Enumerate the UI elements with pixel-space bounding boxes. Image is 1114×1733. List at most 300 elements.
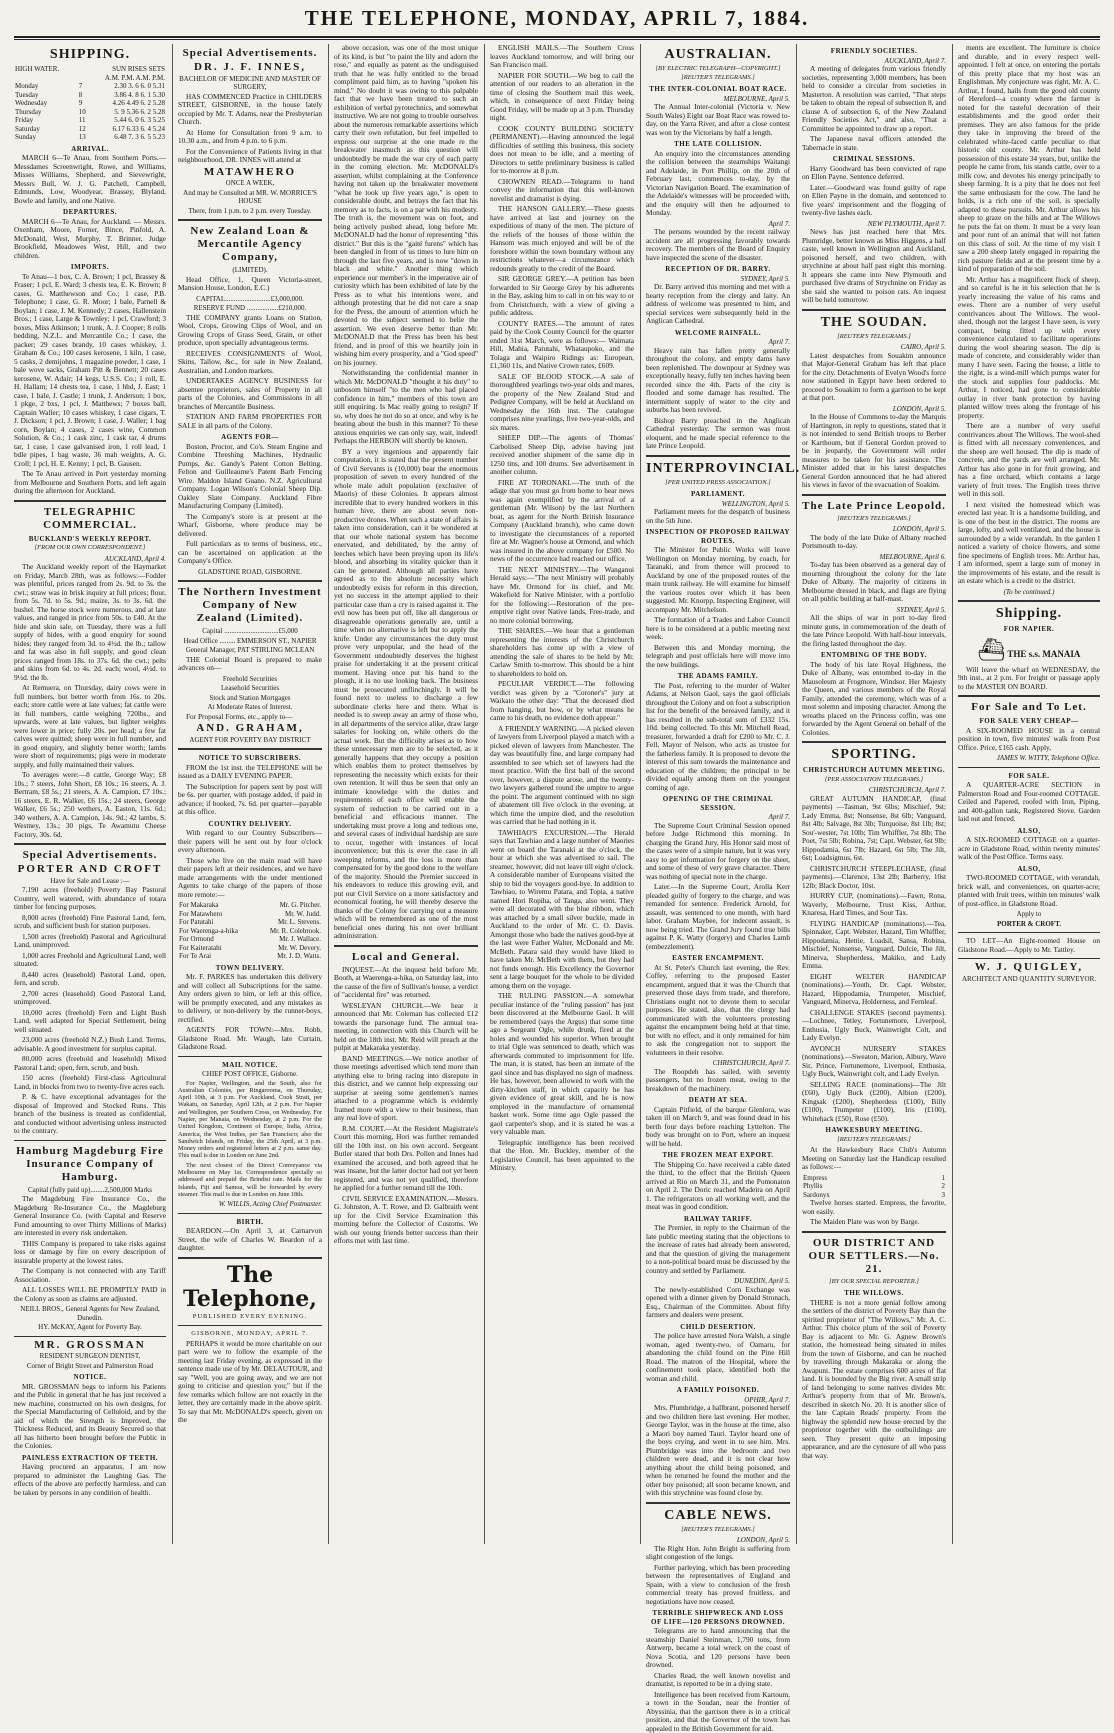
nzloan-sub: (LIMITED).: [178, 266, 322, 275]
parliament-heading: PARLIAMENT.: [646, 490, 790, 499]
child-text: The police have arrested Nora Walsh, a single woman, aged twenty-two, of Oamaru, for abandoning the child found on the Pine Hill Road. The matron of the Hospital, where the confinement took place, identified both the woman and child.: [646, 1332, 790, 1383]
paper-title: The Telephone,: [178, 1263, 322, 1311]
shipping-heading: Shipping.: [958, 606, 1100, 622]
soudan-source: [REUTER'S TELEGRAMS.]: [802, 333, 946, 342]
column-rule: [952, 44, 953, 1544]
horse-name: Sardonyx: [802, 1191, 923, 1200]
australian-source: [BY ELECTRIC TELEGRAPH—COPYRIGHT.] [REUTER'S TELEGRAMS.]: [646, 65, 790, 82]
chch-text: SELLING RACE (nominations)—The Jilt (£60), Ugly Buck (£200), Albion (£200), Kingsak (£200), Shepherdess (£100), Billy (£100), Trumpeter (£100), Iris (£100), Whitehack (£50), Rose (£50).: [802, 1081, 946, 1124]
railway-text: The formation of a Trades and Labor Council here is to be considered at a public meeting next week.: [646, 616, 790, 642]
tide-row: [14, 99, 166, 108]
parliament-dateline: WELLINGTON, April 5.: [646, 500, 790, 509]
agent-name: Mr. W. Judd.: [255, 910, 322, 919]
porter-note: P. & C. have exceptional advantages for the disposal of Improved and Stocked Runs. This branch of the business is treated as confidential, and conducted without advertising unless instructed to the contrary.: [14, 1093, 166, 1136]
notice-heading: NOTICE.: [14, 1373, 166, 1382]
criminal-sessions-heading: CRIMINAL SESSIONS.: [802, 155, 946, 164]
poisoned-text: Mrs. Plumbridge, a hallbrant, poisoned herself and two children here last evening. Her mother, George Taylor, was in the house at the time, also a Maori boy named Tauri. Taylor heard one of the boys crying, and went in to see him. Mrs. Plumbridge was into the bedroom and two children were dead, and it is not clear how anything about the child being poisoned, and when he returned he found the mother and the other boy poisoned; all soon became known, and with this strychnine was found close by.: [646, 1404, 790, 1498]
quigley-title: W. J. QUIGLEY,: [958, 963, 1100, 972]
hawkes-heading: HAWKESBURY MEETING.: [802, 1126, 946, 1135]
quigley-subtitle: ARCHITECT AND QUANTITY SURVEYOR.: [958, 975, 1100, 984]
northern-office: Head Office ......... EMMERSON ST., NAPIER: [178, 637, 322, 646]
manaia-name: THE s.s. MANAIA: [1007, 649, 1080, 659]
tide-times: [90, 91, 166, 100]
tide-row: [14, 125, 166, 134]
local-item: R.M. COURT.—At the Resident Magistrate's Court this morning, Hori was further remanded till the 10th inst. on his own accord. Sergeant Butler stated that both Drs. Pollen and Innes had examined the accused, and both agreed that he was insane, but the latter doctor had not yet been registered, and was not yet qualified, therefore he applied for a further remand till the 10th.: [334, 1125, 478, 1193]
northern-text: THE Colonial Board is prepared to make advances on—: [178, 656, 322, 673]
criminal-sessions-text: Later.—Goodward was found guilty of rape on Ellen Payne in the domain, and sentenced to five years' imprisonment and the flogging of twenty-five lashes each.: [802, 184, 946, 218]
friendly-text: A meeting of delegates from various friendly societies, representing 3,000 members, has been held to consider a circular from societies in Masterton. A resolution was carried, "That steps be taken to obtain the repeal of subsection 8, and clause A of subsection 6, of the New Zealand Friendly Societies Act," and also, "That a Committee be appointed to draw up a report.: [802, 65, 946, 133]
agent-row: [178, 910, 322, 919]
tide-date: 7: [78, 82, 90, 91]
railway-text: The Minister for Public Works will leave Wellington on Monday morning, by coach, for Taranaki, and from thence will proceed to Auckland by one of the proposed routes of the main trunk railway. He will examine for himself the various routes over which it has been suggested. Mr. Knorpp, Inspecting Engineer, will accompany Mr. Mitchelson.: [646, 546, 790, 614]
barry-dateline: SYDNEY, April 5.: [646, 275, 790, 284]
hawkes-text: The Maiden Plate was won by Barge.: [802, 1218, 946, 1227]
nzloan-text: STATION AND FARM PROPERTIES FOR SALE in all parts of the Colony.: [178, 413, 322, 430]
tide-header: A.M. P.M. A.M. P.M.: [78, 74, 166, 83]
soudan-dateline: LONDON, April 5.: [802, 405, 946, 414]
imports-note: The Te Anau arrived in Port yesterday morning from Melbourne and Southern Ports, and left again during the afternoon for Auckland.: [14, 470, 166, 496]
local-item: INQUEST.—At the inquest held before Mr. Booth, at Waerenga-a-hika, on Saturday last, into the cause of the fire of Sullivan's house, a verdict of "accidental fire" was returned.: [334, 966, 478, 1000]
column-1: [14, 44, 166, 1544]
frozen-heading: THE FROZEN MEAT EXPORT.: [646, 1151, 790, 1160]
chch-text: CHRISTCHURCH STEEPLECHASE, (final payments).—Clarence, 13st 2lb; Barberry, 10st 12lb; Black Doctor, 10st.: [802, 865, 946, 891]
tide-day: Friday: [14, 116, 78, 125]
tide-day: Saturday: [14, 125, 78, 134]
imports-heading: IMPORTS.: [14, 263, 166, 272]
hamburg-signature: HY. McKAY, Agent for Poverty Bay.: [14, 1323, 166, 1332]
agent-row: [178, 927, 322, 936]
rainfall-heading: WELCOME RAINFALL.: [646, 329, 790, 338]
boat-dateline: MELBOURNE, April 5.: [646, 95, 790, 104]
agent-name: Mr. G. Pitcher.: [255, 901, 322, 910]
tide-date: 13: [78, 133, 90, 142]
page-masthead: THE TELEPHONE, MONDAY, APRIL 7, 1884.: [0, 6, 1114, 31]
hamburg-text: THIS Company is prepared to take risks against loss or damage by fire on every description of insurable property at the lowest rates.: [14, 1240, 166, 1266]
country-text: With regard to our Country Subscribers—their papers will be sent out by four o'clock every afternoon.: [178, 829, 322, 855]
leopold-dateline: MELBOURNE, April 6.: [802, 553, 946, 562]
willows-text: THERE is not a more genial follow among the settlers of the district of Poverty Bay than the spirited proprietor of "The Willows," Mr. A. C. Arthur. This choice plum of the soil of Poverty Bay is adjacent to Mr. G. Agnew Brown's station, the homestead being situated in miles from the town of Gisborne, and can be reached by travelling through Makaraka or along the Awapuni. The estate comprises 600 acres of flat land. It is bounded by the Big river. A small strip of land belonging to some natives divides Mr. Arthur's property from that of Mr. Brown's, described in sketch No. 20. It is another slice of the late Captain Reads' property. From the highway the splendid new house erected by the proprietor together with the outbuildings are seen. They present quite an imposing appearance, and are the cynosure of all who pass that way.: [802, 1299, 946, 1461]
easter-heading: EASTER ENCAMPMENT.: [646, 954, 790, 963]
hawkes-result-row: [802, 1182, 946, 1191]
matawhero-title: MATAWHERO: [178, 168, 322, 177]
adams-text: The Post, referring to the murder of Walter Adams, at Nelson Gaol, says the gaol officials throughout the Colony and on foot a subscription list for the benefit of the bereaved family, and it has resulted in the sub-total sum of £332 15s. 10d. being collected. To this Mr. Mitchell Read, treasurer, forwarded a draft for £200 to Mr. C. J. Fell, Mayor of Nelson, who acts as trustee for the fatherless family. It is proposed to devote the interest of this sum towards the maintenance and education of the children; the principal to be divided equally among them on the youngest coming of age.: [646, 682, 790, 793]
shipwreck-heading: TERRIBLE SHIPWRECK AND LOSS OF LIFE—120 PERSONS DROWNED.: [646, 1609, 790, 1626]
porter-land-item: 8,000 acres (freehold) Fine Pastoral Land, fern, scrub, and sufficient bush for station purposes.: [14, 914, 166, 931]
soudan-text: Latest despatches from Souakim announce that Major-General Graham has left that place for the city. Detachments of Evelyn Wood's force now stationed in Egypt have been ordered to proceed to Souakim to form a garrison to be kept at that port.: [802, 352, 946, 403]
easter-text: At St. Peter's Church last evening, the Rev. Coffey, referring to the proposed Easter encampment, argued that it was the Church that preserved those days from trade, and therefore, Christians ought not to devote them to secular purposes. He stated, also, that the clergy had communicated with the volunteers protesting against the encampment being held at that time, but with no effect, and it only remained for him to ask the congregation not to support the volunteers in their resolve.: [646, 964, 790, 1058]
porter-land-item: 1,000 acres Freehold and Agricultural Land, well situated.: [14, 952, 166, 969]
nzloan-reserve: RESERVE FUND ..................£210,000.: [178, 304, 322, 313]
child-heading: CHILD DESERTION.: [646, 1323, 790, 1332]
frozen-text: The Shipping Co. have received a cable dated the third, to the effect that the British Queen arrived at Rio on March 31, and the Pomonaton on April 2. The Doric reached Madeira on April 1. The refrigerators on all working well, and the meat was in good condition.: [646, 1161, 790, 1212]
agent-place: For Waerenga-a-hika: [178, 927, 255, 936]
napier-heading: FOR NAPIER.: [958, 625, 1100, 634]
painless-heading: PAINLESS EXTRACTION OF TEETH.: [14, 1454, 166, 1463]
tide-date: 12: [78, 125, 90, 134]
forsale-subheading: ALSO,: [958, 827, 1100, 836]
leopold-source: [REUTER'S TELEGRAMS.]: [802, 515, 946, 524]
column-6: [802, 44, 946, 1544]
local-item: SALE OF BLOOD STOCK.—A sale of thoroughbred yearlings two-year olds and mares, the property of the New Zealand Stud and Pedigree Company, will be held at Auckland on Wednesday the 16th inst. The catalogue comprises nine yearlings, five two-year-olds, and six mares.: [490, 373, 634, 433]
buckland-text: At Remuera, on Thursday, dairy cows were in full numbers, but better worth from 16s. to 20s. each; store cattle were at late values; fat cattle were in full numbers, cattle weighing 720lbs., and upwards, were at late values, but lighter weights were lower in price; fully 20s. per head; a few fat calves were quitted; sheep were in full number, and in good enquiry, and slightly better worth; lambs were short of requirements; pigs were in moderate supply, and fully maintained their values.: [14, 684, 166, 769]
tariff-heading: RAILWAY TARIFF.: [646, 1215, 790, 1224]
cable-heading: CABLE NEWS.: [646, 1508, 790, 1524]
tide-sun: 6. 1 5.30: [141, 91, 166, 99]
horse-place: 1: [923, 1174, 946, 1183]
agent-place: For Patutahi: [178, 918, 255, 927]
porter-land-item: 150 acres (freehold) First-class Agricultural Land, in blocks from two to twenty-five acres each.: [14, 1074, 166, 1091]
mail-sub: CHIEF POST OFFICE, Gisborne.: [178, 1070, 322, 1079]
local-item: THE HANSON GALLERY.—These guests have arrived at last and journey on the expeditious of many of the men. The picture of the reliefs of the houses of those within the Hansom was much enjoyed and will be of the foreshore within the town boundary without any restrictions whatever—a circumstance which redounds greatly to the credit of the Board.: [490, 205, 634, 273]
nzloan-office: Head Office, 1, Queen Victoria-street, Mansion House, London, E.C.): [178, 276, 322, 293]
northern-list: [178, 675, 322, 712]
mail-heading: MAIL NOTICE.: [178, 1061, 322, 1070]
buckland-text: The Auckland weekly report of the Haymarket on Friday, March 28th, was as follows:—Fodder was plentiful, prices ranged from 2s. 9d. to 3s. the cwt.; straw was in brisk inquiry at full prices; flour, from 5s. 7d. to 5s. 9d.; maize, 3s. to 3s. 6d. the bushel. The horse stock were numerous, and at late values, and ranged in price from 50s. to £40. At the hide and skin sale, on Tuesday, there was a full supply of hides, with a good enquiry for sound hides; they ranged from 3d. to 4½d. the lb.; tallow and fat was also in full supply, and good clean prices ranged from 18s. to 37s. 6d. the cwt.; pelts and skins from 6d. to 4s. 2d. each; wool, 4½d. to 9½d. the lb.: [14, 563, 166, 682]
tide-day: Thursday: [14, 108, 78, 117]
birth-heading: BIRTH.: [178, 1218, 322, 1227]
nzloan-text: The Company's store is at present at the Wharf, Gisborne, where produce may be delivered.: [178, 513, 322, 539]
adams-heading: THE ADAMS FAMILY.: [646, 672, 790, 681]
porter-land-item: 8,440 acres (leasehold) Pastoral Land, open, fern, and scrub.: [14, 971, 166, 988]
morrice-house: And may be Consulted at MR. W. MORRICE'S HOUSE: [178, 189, 322, 206]
tide-date: 10: [78, 108, 90, 117]
agent-name: Mr. R. Colebrook.: [255, 927, 322, 936]
innes-subtitle: BACHELOR OF MEDICINE AND MASTER OF SURGERY,: [178, 75, 322, 92]
northern-item: Stock and Station Mortgages: [178, 694, 322, 703]
willows-text: There are a number of very useful contrivances about The Willows. The wool-shed is fitted with all necessary conveniences, and the sheep are well housed. The dip is made of concrete, and the yards are well arranged. Mr. Arthur has also gone in for fruit growing, and has a fine orchard, which contains a large variety of fruit trees. The English trees thrive well in this soil.: [958, 422, 1100, 499]
agent-place: For Te Arai: [178, 952, 255, 961]
hamburg-text: ALL LOSSES WILL BE PROMPTLY PAID in the Colony as soon as claims are adjusted.: [14, 1286, 166, 1303]
nzloan-heading: New Zealand Loan & Mercantile Agency Company,: [178, 225, 322, 264]
leopold-text: All the ships of war in port to-day fired minute guns, in commemoration of the death of the late Prince Leopold. With half-hour intervals, the firing lasted throughout the day.: [802, 614, 946, 648]
willows-text: I next visited the homestead which was erected last year. It is a handsome building, and is one of the best in the district. The rooms are large, lofty, and well ventilated, and the house is surrounded by a wide verandah. In the garden I noticed a variety of choice flowers, and some fine specimens of English trees. Mr. Arthur has, I am informed, spent a large sum of money in the improvements of his estate, and the result is an estate which is a credit to the district.: [958, 501, 1100, 586]
northern-item: At Moderate Rates of Interest.: [178, 703, 322, 712]
mail-text: For Napier, Wellington, and the South, also for Australian Colonies, per Ringarooma, on Thursday, April 10th, at 3 p.m. For Auckland, Cook Strait, per Wakatu, on Saturday, April 12th, at 2 p.m. For Napier and Wellington, per Southern Cross, on Wednesday. For Napier, per Manaia, on Wednesday, at 2 p.m. For the United Kingdom, Continent of Europe, India, Africa, America, the West Indies, per San Francisco; also the Sandwich Islands, on Friday, the 25th April, at 3 p.m. Money orders and registered letters at 2 p.m. same day. This mail is due in London on June 2nd.: [178, 1080, 322, 1160]
leopold-dateline: LONDON, April 5.: [802, 525, 946, 534]
porter-land-item: 80,000 acres (freehold and leasehold) Mixed Pastoral Land; open, fern, scrub, and bush.: [14, 1055, 166, 1072]
chch-text: EIGHT WELTER HANDICAP (nominations).—Youth, Dr. Capt. Webster, Hazard, Hippodamia, Trumpeter, Mischief, Vanguard, Minerva, Holderness, and Fernleaf.: [802, 973, 946, 1007]
hawkes-results: [802, 1174, 946, 1200]
forsale-heading: For Sale and To Let.: [958, 701, 1100, 714]
agent-row: [178, 952, 322, 961]
tide-day: Wednesday: [14, 99, 78, 108]
hamburg-capital: Capital (fully paid up)........2,500,000 Marks: [14, 1186, 166, 1195]
tide-sun: 6. 4 5.24: [141, 125, 166, 133]
rainfall-text: Heavy rain has fallen pretty generally throughout the colony, and empty dams have been replenished. The downpour at Sydney was exceptionally heavy, fully ten inches having been recorded since the 4th. Parts of the city is flooded and some damage has resulted. The intermittent supply of water to the city and suburbs has been revived.: [646, 347, 790, 415]
porter-intro: Have for Sale and Lease :—: [14, 877, 166, 886]
tide-row: [14, 133, 166, 142]
nzloan-capital: CAPITAL..........................£3,000,000.: [178, 295, 322, 304]
tide-times: [90, 108, 166, 117]
tide-sun: 6. 5 5.23: [141, 133, 166, 141]
interprovincial-heading: INTERPROVINCIAL.: [646, 461, 790, 477]
mail-signature: W. WILLIS, Acting Chief Postmaster.: [178, 1200, 322, 1209]
forsale-text: TWO-ROOMED COTTAGE, with verandah, brick wall, and conveniences, on quarter-acre; planted with fruit trees, within ten minutes' walk of post-office, in Gladstone Road.: [958, 874, 1100, 908]
agent-name: Mr. J. D. Watts.: [255, 952, 322, 961]
local-item: CHOWNEN READ.—Telegrams to hand convey the information that this well-known novelist and dramatist is dying.: [490, 178, 634, 204]
local-item: NAPIER FOR SOUTH.—We beg to call the attention of our readers to an alteration in the time of closing the Southern mail this week, which, in consequence of next Friday being Good Friday, will be made up at 3 p.m. Thursday night.: [490, 72, 634, 123]
tide-sun: 6. 3 5.25: [141, 116, 166, 124]
tide-times: [90, 116, 166, 125]
chch-heading: CHRISTCHURCH AUTUMN MEETING.: [802, 766, 946, 775]
parliament-text: Parliament meets for the despatch of business on the 5th June.: [646, 508, 790, 525]
tide-times: [90, 125, 166, 134]
cable-source: [REUTER'S TELEGRAMS.]: [646, 1526, 790, 1535]
horse-place: 3: [923, 1191, 946, 1200]
subscribers-text: FROM the 1st inst. the TELEPHONE will be issued as a DAILY EVENING PAPER.: [178, 764, 322, 781]
grossman-text: MR. GROSSMAN begs to inform his Patients and the Public in general that he has just received a new machine, constructed on his own designs, for the Special Manufacturing of Celluloid, and by the aid of which the Strength is Improved, the Thickness Reduced, and its Beauty Secured so that all has hitherto been brought before the Public in the Colonies.: [14, 1383, 166, 1451]
innes-hours: At Home for Consultation from 9 a.m. to 10.30 a.m., and from 4 p.m. to 6 p.m.: [178, 129, 322, 146]
agent-place: For Ormond: [178, 935, 255, 944]
arrival-text: MARCH 6—Te Anau, from Southern Ports.—Messdames Screenwright, Rowe, and Williams, Misses Williams, Shepherd, and Sievewright, Messrs Bull, W. J. G. Patchell, Campbell, Edmunds, Low, Woodyear, Brassey, Blyland, Bowle and family, and one Native.: [14, 154, 166, 205]
local-items: [490, 44, 634, 1173]
special-ads-heading: Special Advertisements.: [178, 47, 322, 60]
porter-land-list: [14, 886, 166, 1091]
leopold-text: The body of the late Duke of Albany reached Portsmouth to-day.: [802, 534, 946, 551]
criminal-text: Later.—In the Supreme Court, Arolla Kerr pleaded guilty of forgery to the charge, and was remanded for sentence. Frederick Arnold, for assault, was sentenced to one month, with hard labor. Graham Maybee, for indecent assault, is now being tried. The Grand Jury found true bills against P. K. Watty (forgery) and Charles Lamb (embezzlement).: [646, 883, 790, 951]
chch-source: [PER ASSOCIATION TELEGRAMS.]: [802, 776, 946, 785]
town-text: Mr. F. PARKES has undertaken this delivery and will collect all Subscriptions for the same. Any orders given to him, or left at this office, will be promptly executed, and any mistakes as to delivery, or non-delivery by the runner-boys, rectified.: [178, 973, 322, 1024]
cable-text: The Right Hon. John Bright is suffering from slight congestion of the lungs.: [646, 1545, 790, 1562]
northern-manager: General Manager, PAT STIRLING MCLEAN: [178, 646, 322, 655]
nzloan-text: UNDERTAKES AGENCY BUSINESS for absentee proprietors, sales of Property in all parts of the Colonies, and Commissions in all branches of Mercantile Business.: [178, 377, 322, 411]
graham-subtitle: AGENT FOR POVERTY BAY DISTRICT: [178, 736, 322, 745]
painless-text: Having procured an apparatus, I am now prepared to administer the Laughing Gas. The effects of the above are perfectly harmless, and can be taken by persons in any condition of health.: [14, 1463, 166, 1497]
collision-text: The persons wounded by the recent railway accident are all progressing favorably towards recovery. The members of the Board of Enquiry have inspected the scene of the disaster.: [646, 228, 790, 262]
tide-water: 4.26 4.49: [113, 99, 139, 107]
collision-dateline: April 7.: [646, 220, 790, 229]
tide-water: 5.44 6. 0: [114, 116, 139, 124]
manaia-text: Will leave the wharf on WEDNESDAY, the 9th inst., at 2 p.m. For freight or passage apply to the MASTER ON BOARD.: [958, 666, 1100, 692]
morrice-hours: There, from 1 p.m. to 2 p.m. every Tuesday.: [178, 207, 322, 216]
criminal-heading: OPENING OF THE CRIMINAL SESSION.: [646, 795, 790, 812]
innes-text: For the Convenience of Patients living in that neighbourhood, DR. INNES will attend at: [178, 148, 322, 165]
porter-land-item: 2,700 acres (leasehold) Good Pastoral Land, unimproved.: [14, 990, 166, 1007]
tide-water: 6.17 6.33: [113, 125, 139, 133]
innes-title: DR. J. F. INNES,: [178, 63, 322, 72]
buckland-source: [FROM OUR OWN CORRESPONDENT.]: [14, 544, 166, 553]
gladstone-road: GLADSTONE ROAD, GISBORNE.: [178, 568, 322, 577]
local-item: TAWHIAO'S EXCURSION.—The Herald says that Tawhiao and a large number of Maories went on board the Taranaki at the o'clock, the hour at which she was advertised to sail. The steamer, however, did not leave till eight o'clock. A considerable number of Europeans visited the ship to bid the voyagers good-bye. In addition to Tawhiao, to Wiremu Patara, and Topia, a native named Hori Ropiha, of Tanga, also went. They were all decorated with the blue ribbon, which was attached by a small silver buckle, made in Auckland to the order of Mr. C. O. Davis. Amongst those who bade the natives good-bye at the last were Father Walter, McDonald and Mr. McBeth. Patara said they would have liked to have taken Mr. McBeth with them, but they had not funds enough. His Excellency the Governor sent a large bouquet for the whole to be divided among them on the voyage.: [490, 829, 634, 991]
railway-heading: INSPECTION OF PROPOSED RAILWAY ROUTES.: [646, 528, 790, 545]
masthead-rule: [14, 36, 1100, 40]
nzloan-text: RECEIVES CONSIGNMENTS of Wool, Skins, Tallow, &c., for sale in New Zealand, Australian, and London markets.: [178, 350, 322, 376]
town-agents: AGENTS FOR TOWN:—Mrs. Robb, Gladstone Road. Mr. Waugh, late Curtain, Gladstone Road.: [178, 1026, 322, 1052]
local-item: THE NEXT MINISTRY.—The Wanganui Herald says:—"The next Ministry will probably have Mr. Ormond for its chief, and Mr. Wakefield for Native Minister, with a portfolio for the following:—Restoration of the pre-emptive right over Native lands, Free-trade, and no more colonial borrowing.: [490, 566, 634, 626]
soudan-dateline: CAIRO, April 5.: [802, 343, 946, 352]
chch-dateline: CHRISTCHURCH, April 7.: [802, 786, 946, 795]
criminal-sessions-text: Harry Goodward has been convicted of rape on Ellen Payne. Sentence deferred.: [802, 165, 946, 182]
agent-place: For Matawhero: [178, 910, 255, 919]
friendly-text: The Japanese naval officers attended the Tabernacle in state.: [802, 135, 946, 152]
northern-text: For Proposal Forms, etc., apply to—: [178, 713, 322, 722]
column-rule: [328, 44, 329, 1544]
boat-text: The Annual Inter-colonial (Victoria v. New South Wales) Eight oar Boat Race was rowed to-day, on the Yarra River, and after a close contest was won by the Victorians by half a length.: [646, 103, 790, 137]
column-5: [646, 44, 790, 1544]
tariff-dateline: DUNEDIN, April 5.: [646, 1277, 790, 1286]
tide-times: [90, 99, 166, 108]
continued-note: (To be continued.): [958, 588, 1100, 597]
hamburg-heading: Hamburg Magdeburg Fire Insurance Company of Hamburg.: [14, 1145, 166, 1184]
apply-to: Apply to: [958, 910, 1100, 919]
tariff-text: The Premier, in reply to the Chairman of the late public meeting stating that the objections to the increase of rates had already been answered, and that the question of giving the management to a non-political board must be discussed by the country and settled by Parliament.: [646, 1224, 790, 1275]
local-general-heading: Local and General.: [334, 951, 478, 964]
chch-text: GREAT AUTUMN HANDICAP, (final payments) —Tasman, 9st 6lbs; Mischief, 9st; Lady Emma, 8st; Nonsense, 8st 6lb; Vanguard, 8st 4lb; Salvage, 8st 3lb; Turquoise, 8st 1lb; 8st; Sou'-wester, 7st 10lb; Tim Whiffler, 7st 8lb; The Poet, 7st 5lb; Robina, 7st; Capt. Webster, 6st 9lb; Hippodamia, 6st 7lb; Hazard, 6st 5lb; The Jilt, 6st; Loadsigmus, 6st.: [802, 795, 946, 863]
column-2: [178, 44, 322, 1544]
agents-table: [178, 901, 322, 961]
tide-date: 8: [78, 91, 90, 100]
nzloan-text: Full particulars as to terms of business, etc., can be ascertained on application at the Company's Office.: [178, 540, 322, 566]
horse-name: Empress: [802, 1174, 923, 1183]
tide-water: 2.30 3. 6: [114, 82, 139, 90]
graham-title: AND. GRAHAM,: [178, 724, 322, 733]
tide-date: 11: [78, 116, 90, 125]
column-rule: [640, 44, 641, 1544]
column-7: [958, 44, 1100, 1544]
local-item: A FRIENDLY WARNING.—A picked eleven of lawyers from Liverpool played a match with a picked eleven of lawyers from Manchester. The day was beautifully fine, and large company had assembled to see which set of lawyers had the most practice. With the first ball of the second over, however, a dispute arose, and the twenty-two lawyers gathered round the umpire to argue the point. The argument continued with no sign of abatement till five o'clock in the evening, at which time the umpire died, and the resolution was carried that he had nothing in it.: [490, 725, 634, 827]
chch-text: AVONCH NURSERY STAKES (nominations).—Sweaton, Marion, Albury, Wave Sir, Prince, Fortunemore, Liverpool, Enthusia, Ugly Buck, Wainwright colt, and Lady Evelyn.: [802, 1045, 946, 1079]
tide-times: [90, 133, 166, 142]
friendly-dateline: AUCKLAND, April 7.: [802, 57, 946, 66]
criminal-text: The Supreme Court Criminal Session opened before Judge Richmond this morning. In charging the Grand Jury, His Honor said most of the cases were of a simple nature, but it was very easy to get information for forgery on the sheet, and some of these of very grave character. There was nothing of special note in the charge.: [646, 822, 790, 882]
willows-text: Mr. Arthur has a magnificent flock of sheep, and so careful is he in his selection that he is yearly increasing the value of his rams and ewes. There are a number of very useful contrivances about The Willows. The wool-shed, though not the largest I have seen, is very compact, being fitted up with every convenience calculated to facilitate operations during the wool shearing season. The dip is made of concrete, and considerably wider than many I have seen. Facing the house, a little to the right, is a wind-mill which pumps water for the stock and supplies four paddocks. Mr. Arthur, I noticed, had gone to considerable outlay in river bank protection by having planted willow trees along the frontage of his property.: [958, 276, 1100, 421]
sporting-heading: SPORTING.: [802, 747, 946, 763]
sea-heading: DEATH AT SEA.: [646, 1096, 790, 1105]
reade-text: Charles Read, the well known novelist and dramatist, is reported to be in a dying state.: [646, 1672, 790, 1689]
poisoned-heading: A FAMILY POISONED.: [646, 1386, 790, 1395]
sea-text: Captain Pitfield, of the barque Glenlora, was taken ill on March 9, and was found dead in his berth four days before reaching Lyttelton. The body was brought on to Port, where an inquest will be held.: [646, 1106, 790, 1149]
entomb-text: The body of his late Royal Highness, the Duke of Albany, was entombed to-day in the Mausoleum at Frogmore, Windsor. Her Majesty the Queen, and various members of the Royal Family, attended the ceremony, which was of a most solemn and imposing character. Among the wreaths placed on the Princess coffin, was one forwarded by the Agent General on behalf of the Colonies.: [802, 661, 946, 738]
local-item: WESLEYAN CHURCH.—We hear it announced that Mr. Coleman has collected £12 towards the parsonage fund. The annual tea-meeting, in connection with this Church will be held on the 18th inst. Mr. Reid will preach at the pulpit at Makaraka yesterday.: [334, 1002, 478, 1053]
telegraphic-heading: TELEGRAPHIC COMMERCIAL.: [14, 506, 166, 532]
porter-croft-title: PORTER AND CROFT: [14, 865, 166, 874]
criminal-dateline: April 7.: [646, 813, 790, 822]
hamburg-signature: NEILL BROS., General Agents for New Zealand, Dunedin.: [14, 1305, 166, 1322]
barry-text: Dr. Barry arrived this morning and met with a hearty reception from the clergy and laity. An address of welcome was presented to him, and special services were subsequently held in the Anglican Cathedral.: [646, 283, 790, 326]
agent-place: For Makaraka: [178, 901, 255, 910]
tide-water: 5. 9 5.36: [114, 108, 139, 116]
tide-table: [14, 65, 166, 142]
local-item: ENGLISH MAILS.—The Southern Cross leaves Auckland tomorrow, and will bring our San Francisco mail.: [490, 44, 634, 70]
cable-dateline: LONDON, April 5.: [646, 1536, 790, 1545]
agent-row: [178, 935, 322, 944]
column-3: [334, 44, 478, 1544]
ship-illustration: [958, 638, 1100, 662]
local-item: CIVIL SERVICE EXAMINATION.—Messrs. G. Johnston, A. T. Rowe, and D. Galbraith went up for the Civil Service Examination this morning before the Collector of Customs. We wish our young friends better success than their efforts met with last time.: [334, 1195, 478, 1246]
leopold-heading: The Late Prince Leopold.: [802, 500, 946, 513]
northern-capital: Capital ...............................£5,000: [178, 627, 322, 636]
buckland-dateline: AUCKLAND, April 4.: [14, 555, 166, 564]
birth-text: BEARDON.—On April 3, at Carnarvon Street, the wife of Charles W. Beardon of a daughter.: [178, 1227, 322, 1253]
paper-date: GISBORNE, MONDAY, APRIL 7.: [178, 1330, 322, 1339]
grossman-subtitle: RESIDENT SURGEON DENTIST,: [14, 1352, 166, 1361]
forsale-text: A SIX-ROOMED HOUSE in a central position in town, five minutes' walk from Post Office. Price, £165 cash. Apply,: [958, 727, 1100, 753]
forsale-subheading: FOR SALE VERY CHEAP—: [958, 717, 1100, 726]
tariff-text: The newly-established Corn Exchange was opened with a dinner given by Donald Stronach, Esq., Chairman of the Committee. About fifty farmers and dealers were present.: [646, 1286, 790, 1320]
soudan-text: In the House of Commons to-day the Marquis of Hartington, in reply to questions, stated that it is not intended to send British troops to Berber or Karthoum, but if General Gordon proved to be in jeopardy, the Government will order measures to be taken for his assistance. The Minister added that in his latest despatches General Gordon announced that he had altered his views in favor of the evacuation of Soakim.: [802, 413, 946, 490]
agent-place: For Kaiteratahi: [178, 944, 255, 953]
shipwreck-text: Telegrams are to hand announcing that the steamship Daniel Steinman, 1,790 tons, from Antwerp, became a total wreck on the coast of Nova Scotia, and 120 persons have been drowned.: [646, 1627, 790, 1670]
tide-day: Monday: [14, 82, 78, 91]
country-text: Those who live on the main road will have their papers left at their residences, and we have made arrangements with the under mentioned Agents to take charge of the papers of those more remote:—: [178, 857, 322, 900]
easter-text: The Roopdeh has sailed, with seventy passengers, but no frozen meat, owing to the breakdown of the machinery.: [646, 1068, 790, 1094]
local-item: COOK COUNTY BUILDING SOCIETY (PERMANENT).—Having announced the legal difficulties of settling this business, this society does not mean to be idle, and a meeting of Directors to settle preliminary business is called for to-morrow at 8 p.m.: [490, 125, 634, 176]
tide-day: Tuesday: [14, 91, 78, 100]
witty-signature: JAMES W. WITTY, Telephone Office.: [958, 754, 1100, 763]
tide-row: [14, 116, 166, 125]
poisoned-dateline: OPHIR, April 7.: [646, 1396, 790, 1405]
friendly-heading: FRIENDLY SOCIETIES.: [802, 47, 946, 56]
agent-name: Mr. J. Wallace.: [255, 935, 322, 944]
local-item: PECULIAR VERDICT.—The following verdict was given by a "Coroner's" jury at Waikato the other day: "That the deceased died from hanging, but how, or by what means he came to his death, no evidence doth appear.": [490, 680, 634, 723]
shipping-heading: SHIPPING.: [14, 47, 166, 63]
subscribers-text: The Subscription for papers sent by post will be 6s. per quarter, with postage added, if paid in advance; if booked, 7s. 6d. per quarter—payable at this office.: [178, 783, 322, 817]
local-item: THE RULING PASSION.—A somewhat peculiar instance of the "ruling passion" has just been discovered at the Melbourne Gaol. It will be remembered (says the Argus) that some time ago a Sergeant Ogle, while drunk, fired at the holes and wounded his superior. When brought to trial Ogle was sentenced to death, which was afterwards commuted to imprisonment for life. The man, it is stated, has been an inmate of the gaol since and has displayed no sign of madness. He has, however, been allowed to work with the dirty-kitchen staff, in which capacity he has given evidence of great skill, and he is now employed in the manufacture of ornamental basket work. Some time ago Ogle passed the gaol carpenter's shop, and it is stated he was a very valuable man.: [490, 992, 634, 1137]
easter-dateline: CHRISTCHURCH, April 7.: [646, 1059, 790, 1068]
local-item: COUNTY RATES.—The amount of rates paid by the Cook County Council for the quarter ended 31st March, were as follows:— Waimata Hill, Mahia, Patutahi, Whataupoko, and the Tolaga and Waipiro Ridings as: European, £1,360 11s, and Native Crown rates, £609.: [490, 320, 634, 371]
rainfall-dateline: April 7.: [646, 338, 790, 347]
local-item: Telegraphic intelligence has been received that the Hon. Mr. Buckley, member of the Legislative Council, has been appointed to the Ministry.: [490, 1139, 634, 1173]
local-item: BAND MEETINGS.—We notice another of those meetings advertised which tend more than anything else to bring racing into disrepute in this district, and we cannot help expressing our surprise at seeing some gentlemen's names attached to a programme which is evidently framed more with a view to their business, than any real love of sport.: [334, 1055, 478, 1123]
railway-text: Between this and Monday morning, the telegraph and post officials here will move into the new buildings.: [646, 644, 790, 670]
plymouth-dateline: NEW PLYMOUTH, April 7.: [802, 220, 946, 229]
chch-text: CHALLENGE STAKES (second payments).—Lochnee, Tetley, Fortunemore, Liverpool, Enthusia, Ugly Buck, Wainwright Colt, and Lady Evelyn.: [802, 1009, 946, 1043]
agent-row: [178, 901, 322, 910]
forsale-subheading: ALSO,: [958, 865, 1100, 874]
subscribers-heading: NOTICE TO SUBSCRIBERS.: [178, 754, 322, 763]
tide-sun: 6. 2 5.28: [141, 99, 166, 107]
barry-heading: RECEPTION OF DR. BARRY.: [646, 265, 790, 274]
tide-sun: 6. 0 5.31: [141, 82, 166, 90]
hawkes-result-row: [802, 1174, 946, 1183]
tide-water: 6.48 7. 3: [114, 133, 139, 141]
town-heading: TOWN DELIVERY.: [178, 964, 322, 973]
porter-land-item: 7,190 acres (freehold) Poverty Bay Pastoral Country, well watered, with abundance of totara timber for fencing purposes.: [14, 886, 166, 912]
tide-date: 9: [78, 99, 90, 108]
departures-heading: DEPARTURES.: [14, 208, 166, 217]
tide-water: 3.86 4. 8: [114, 91, 139, 99]
northern-heading: The Northern Investment Company of New Zealand (Limited).: [178, 586, 322, 625]
district-heading: OUR DISTRICT AND OUR SETTLERS.—No. 21.: [802, 1237, 946, 1276]
hawkes-source: [REUTER'S TELEGRAMS.]: [802, 1136, 946, 1145]
innes-text: HAS COMMENCED Practice in CHILDERS STREET, GISBORNE, in the house lately occupied by Mr. T. Adams, near the Presbyterian Church.: [178, 93, 322, 127]
hamburg-text: The Magdeburg Fire Insurance Co., the Magdeburg Re-Insurance Co., the Magdeburg General Insurance Co. (with Capital and Reserve Fund amounting to over Thirty Millions of Marks) are interested in every risk undertaken.: [14, 1195, 166, 1238]
willows-text: ments are excellent. The furniture is choice and durable, and in every respect well-appointed. I felt at once, on entering the portals of this pretty place that my host was an Englishman. My conjecture was right, Mr. A. C. Arthur, I found, hails from the good old county of Hereford—a county where the farmer is noted for the tasteful decoration of their establishments and the good order their premises. They are also famous for the pride they take in improving the breed of the celebrated white-faced cattle peculiar to that historic old county. Mr. Arthur has held possession of this estate 34 years, but, unlike the people he came from, his stands cattle, over to a milk cow, and devotes his energy principally to sheep farming. It is a pity that he does not feel the same enthusiasm for the cow. The land he holds, is a rich one of the soil, is specially adapted to these pursuits. Mr. Arthur allows his sheep to graze on the hills and at The Willows he puts the fat on them. It must be a very lean and poor runt of an animal that will not fatten on this class of soil. At the time of my visit I saw a 200 sheep lately engaged in repairing the rich pasture fields and at the present time by a kind of preparation of the soil.: [958, 44, 1100, 274]
local-item: THE SHARES.—We hear that a gentleman representing the interests of the Christchurch shareholders has come up with a view of attending the sale of shares to be held by Mr. Carlaw Smith to-morrow. This should be a hint to shareholders to hold on.: [490, 627, 634, 678]
agent-row: [178, 944, 322, 953]
horse-name: Phyllis: [802, 1182, 923, 1191]
agent-row: [178, 918, 322, 927]
forsale-text: A QUARTER-ACRE SECTION in Palmerston Road and Four-roomed COTTAGE. Ceiled and Papered, roofed with Iron, Piping, and 400-gallon tank, Registered Stove. Garden laid out and fenced.: [958, 781, 1100, 824]
agent-name: Mr. L. Stevens.: [255, 918, 322, 927]
australian-heading: AUSTRALIAN.: [646, 47, 790, 63]
cable-text: Further parleying, which has been proceeding between the representatives of England and Spain, with a view to conclusion of the fresh commercial treaty has proved fruitless, and negotiations have now ceased.: [646, 1564, 790, 1607]
column-rule: [796, 44, 797, 1544]
entomb-heading: ENTOMBING OF THE BODY.: [802, 651, 946, 660]
leopold-text: To-day has been observed as a general day of mourning throughout the colony for the late Duke of Albany. The majority of citizens in Melbourne dressed in black, and flags are flying on all public building at half-mast.: [802, 561, 946, 604]
tide-row: [14, 91, 166, 100]
porter-land-item: 1,500 acres (freehold) Pastoral and Agricultural Land, unimproved.: [14, 933, 166, 950]
steamship-icon: ⛴: [978, 637, 1006, 662]
column-rule: [484, 44, 485, 1544]
tide-day: Sunday: [14, 133, 78, 142]
northern-item: Freehold Securities: [178, 675, 322, 684]
khartoum-text: Intelligence has been received from Kartoum, a town in the Soudan, near the frontier of Abyssinia, that the garrison there is in a critical position, and that the Governor of the town has appealed to the British Government for aid.: [646, 1691, 790, 1733]
imports-text: Te Anau—1 box, C. A. Brown; 1 pcl, Brassey & Fraser; 1 pcl, E. Ward; 3 chests tea, E. K. Brown; 8 cases, G. Matthewson and Co.; 1 case, P.B. Telephone; 1 case, G. R. Moor; 1 bale, Parnell & Boylan; 1 case, J. M. Kennedy; 2 cases, Hallenstein Bros.; 1 case, Large & Townley; 1 pcl, Crawford; 3 boxes, Miss Atkinson; 1 trunk, A. J. Cooper; 8 rolls bedding, N.Z.L. and Mercantile Co.; 1 case, the packer; 29 cases brandy, 10 cases whiskey, J. Graham & Co.; 100 cases kerosene, 1 kiln, 1 case, 5 casks, 2 demijohns, 1 magazine powder, 1 case, 1 bale wove sacks, Graham Pitt & Bennett; 20 cases kerosene, W. Adair; 14 kegs, U.S.S. Co.; 1 roll, E. H. Hallam; 14 chests tea, 1 case, 1 hhd, J. East; 1 case, 1 bale, J. Castle; 1 trunk, J. Anderson; 1 box, 1 pkge, 2 bxs, 1 pcl, J. Matthews; 7 boxes ball, Captain Waller; 10 cases whiskey, 1 case cigars, T. J. Dickson; 1 pcl, J. Brown; 1 case, J. Waller; 1 bag corn, Boylan; 4 cases, 2 cases wine, Common Solution, & Co.; 1 cask zinc, 1 cask tar, 4 drums tar, 1 case, 1 case galvanised iron, 1 roll lead, 1 bdle pipes, 1 bag waste, 36 mah weights, A. G. Croll; 1 pcl, H. E. Kenny; 1 pcl, B. Gausen.: [14, 273, 166, 469]
soudan-heading: THE SOUDAN.: [802, 315, 946, 331]
agent-name: Mr. W. Devery.: [255, 944, 322, 953]
tide-row: [14, 82, 166, 91]
